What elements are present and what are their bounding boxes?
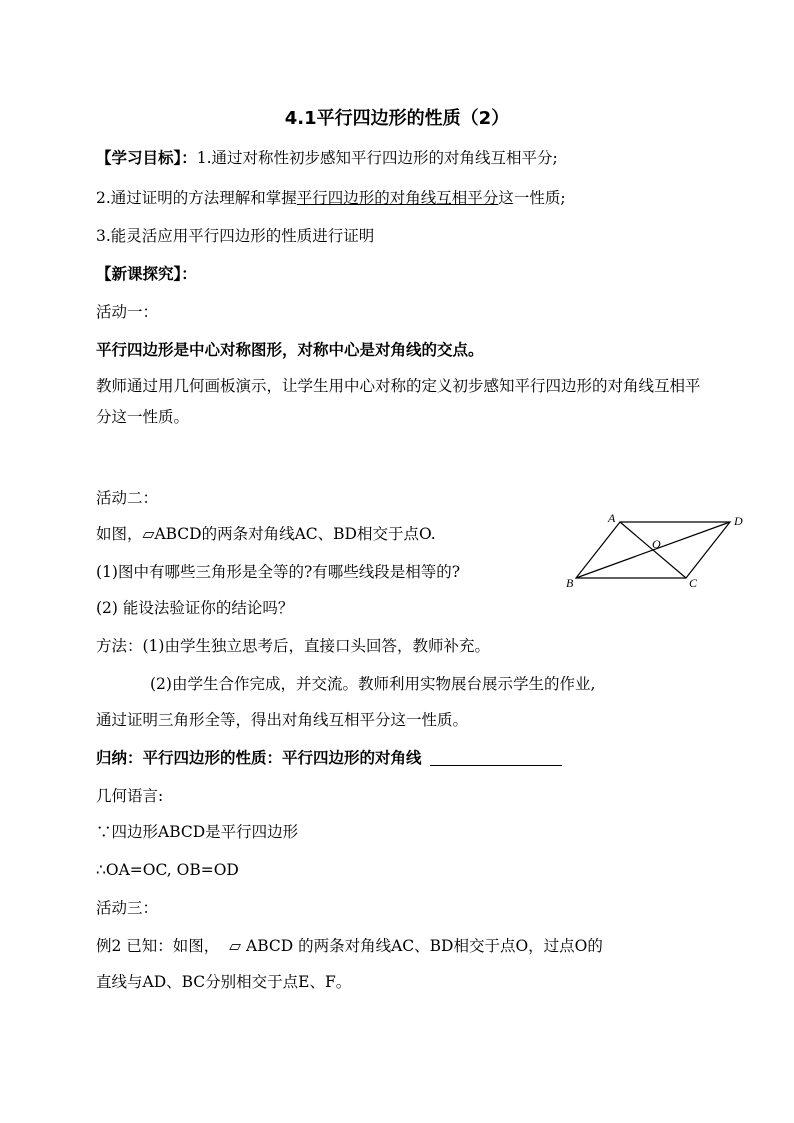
summary-line [96, 748, 562, 768]
activity1-bold-statement: 平行四边形是中心对称图形，对称中心是对角线的交点。 [96, 340, 484, 359]
learning-goals-line1 [96, 148, 558, 168]
activity1-label: 活动一： [96, 303, 159, 321]
method-2b: 通过证明三角形全等，得出对角线互相平分这一性质。 [96, 711, 469, 729]
label-o: O [652, 537, 661, 551]
activity2-label: 活动二： [96, 489, 159, 507]
example2-line1 [96, 936, 603, 956]
label-a: A [608, 511, 616, 525]
goal-3: 3.能灵活应用平行四边形的性质进行证明 [96, 227, 375, 245]
answer-blank[interactable] [430, 749, 562, 766]
learning-goals-line2 [96, 188, 566, 208]
parallelogram-symbol-icon-2: ▱ [229, 937, 242, 955]
page-title: 4.1平行四边形的性质（2） [284, 108, 510, 129]
method-2a: (2)由学生合作完成，并交流。教师利用实物展台展示学生的作业, [150, 675, 596, 693]
activity2-line1 [96, 524, 436, 544]
label-c: C [689, 576, 698, 590]
activity2-line1-text: ABCD的两条对角线AC、BD相交于点O. [154, 525, 436, 543]
goal-2-pre: 2.通过证明的方法理解和掌握 [96, 189, 297, 207]
goals-label: 【学习目标】： [96, 148, 197, 167]
because-statement: ∵四边形ABCD是平行四边形 [96, 823, 299, 841]
activity2-line1-prefix: 如图， [96, 525, 143, 543]
example2-pre: 例2 已知：如图， [96, 937, 220, 955]
goal-2-underlined: 平行四边形的对角线互相平分 [296, 189, 499, 207]
goal-2-post: 这一性质; [498, 189, 566, 207]
geometry-language-label: 几何语言: [96, 787, 164, 805]
question-1: (1)图中有哪些三角形是全等的?有哪些线段是相等的? [96, 563, 461, 581]
question-2: (2) 能设法验证你的结论吗？ [96, 599, 294, 617]
therefore-statement: ∴OA=OC, OB=OD [96, 861, 239, 879]
parallelogram-symbol-icon: ▱ [142, 525, 155, 543]
label-b: B [566, 576, 574, 590]
example2-post: ABCD 的两条对角线AC、BD相交于点O，过点O的 [246, 937, 603, 955]
method-1: 方法：(1)由学生独立思考后，直接口头回答，教师补充。 [96, 637, 490, 655]
explore-label: 【新课探究】： [96, 264, 197, 283]
activity3-label: 活动三： [96, 899, 159, 917]
parallelogram-figure [564, 508, 754, 594]
label-d: D [734, 514, 743, 528]
example2-line2: 直线与AD、BC分别相交于点E、F。 [96, 973, 352, 991]
goal-1: 1.通过对称性初步感知平行四边形的对角线互相平分; [196, 149, 558, 167]
activity1-text: 教师通过用几何画板演示，让学生用中心对称的定义初步感知平行四边形的对角线互相平分这一性质。 [96, 377, 701, 426]
summary-text: 归纳：平行四边形的性质：平行四边形的对角线 [96, 748, 422, 767]
